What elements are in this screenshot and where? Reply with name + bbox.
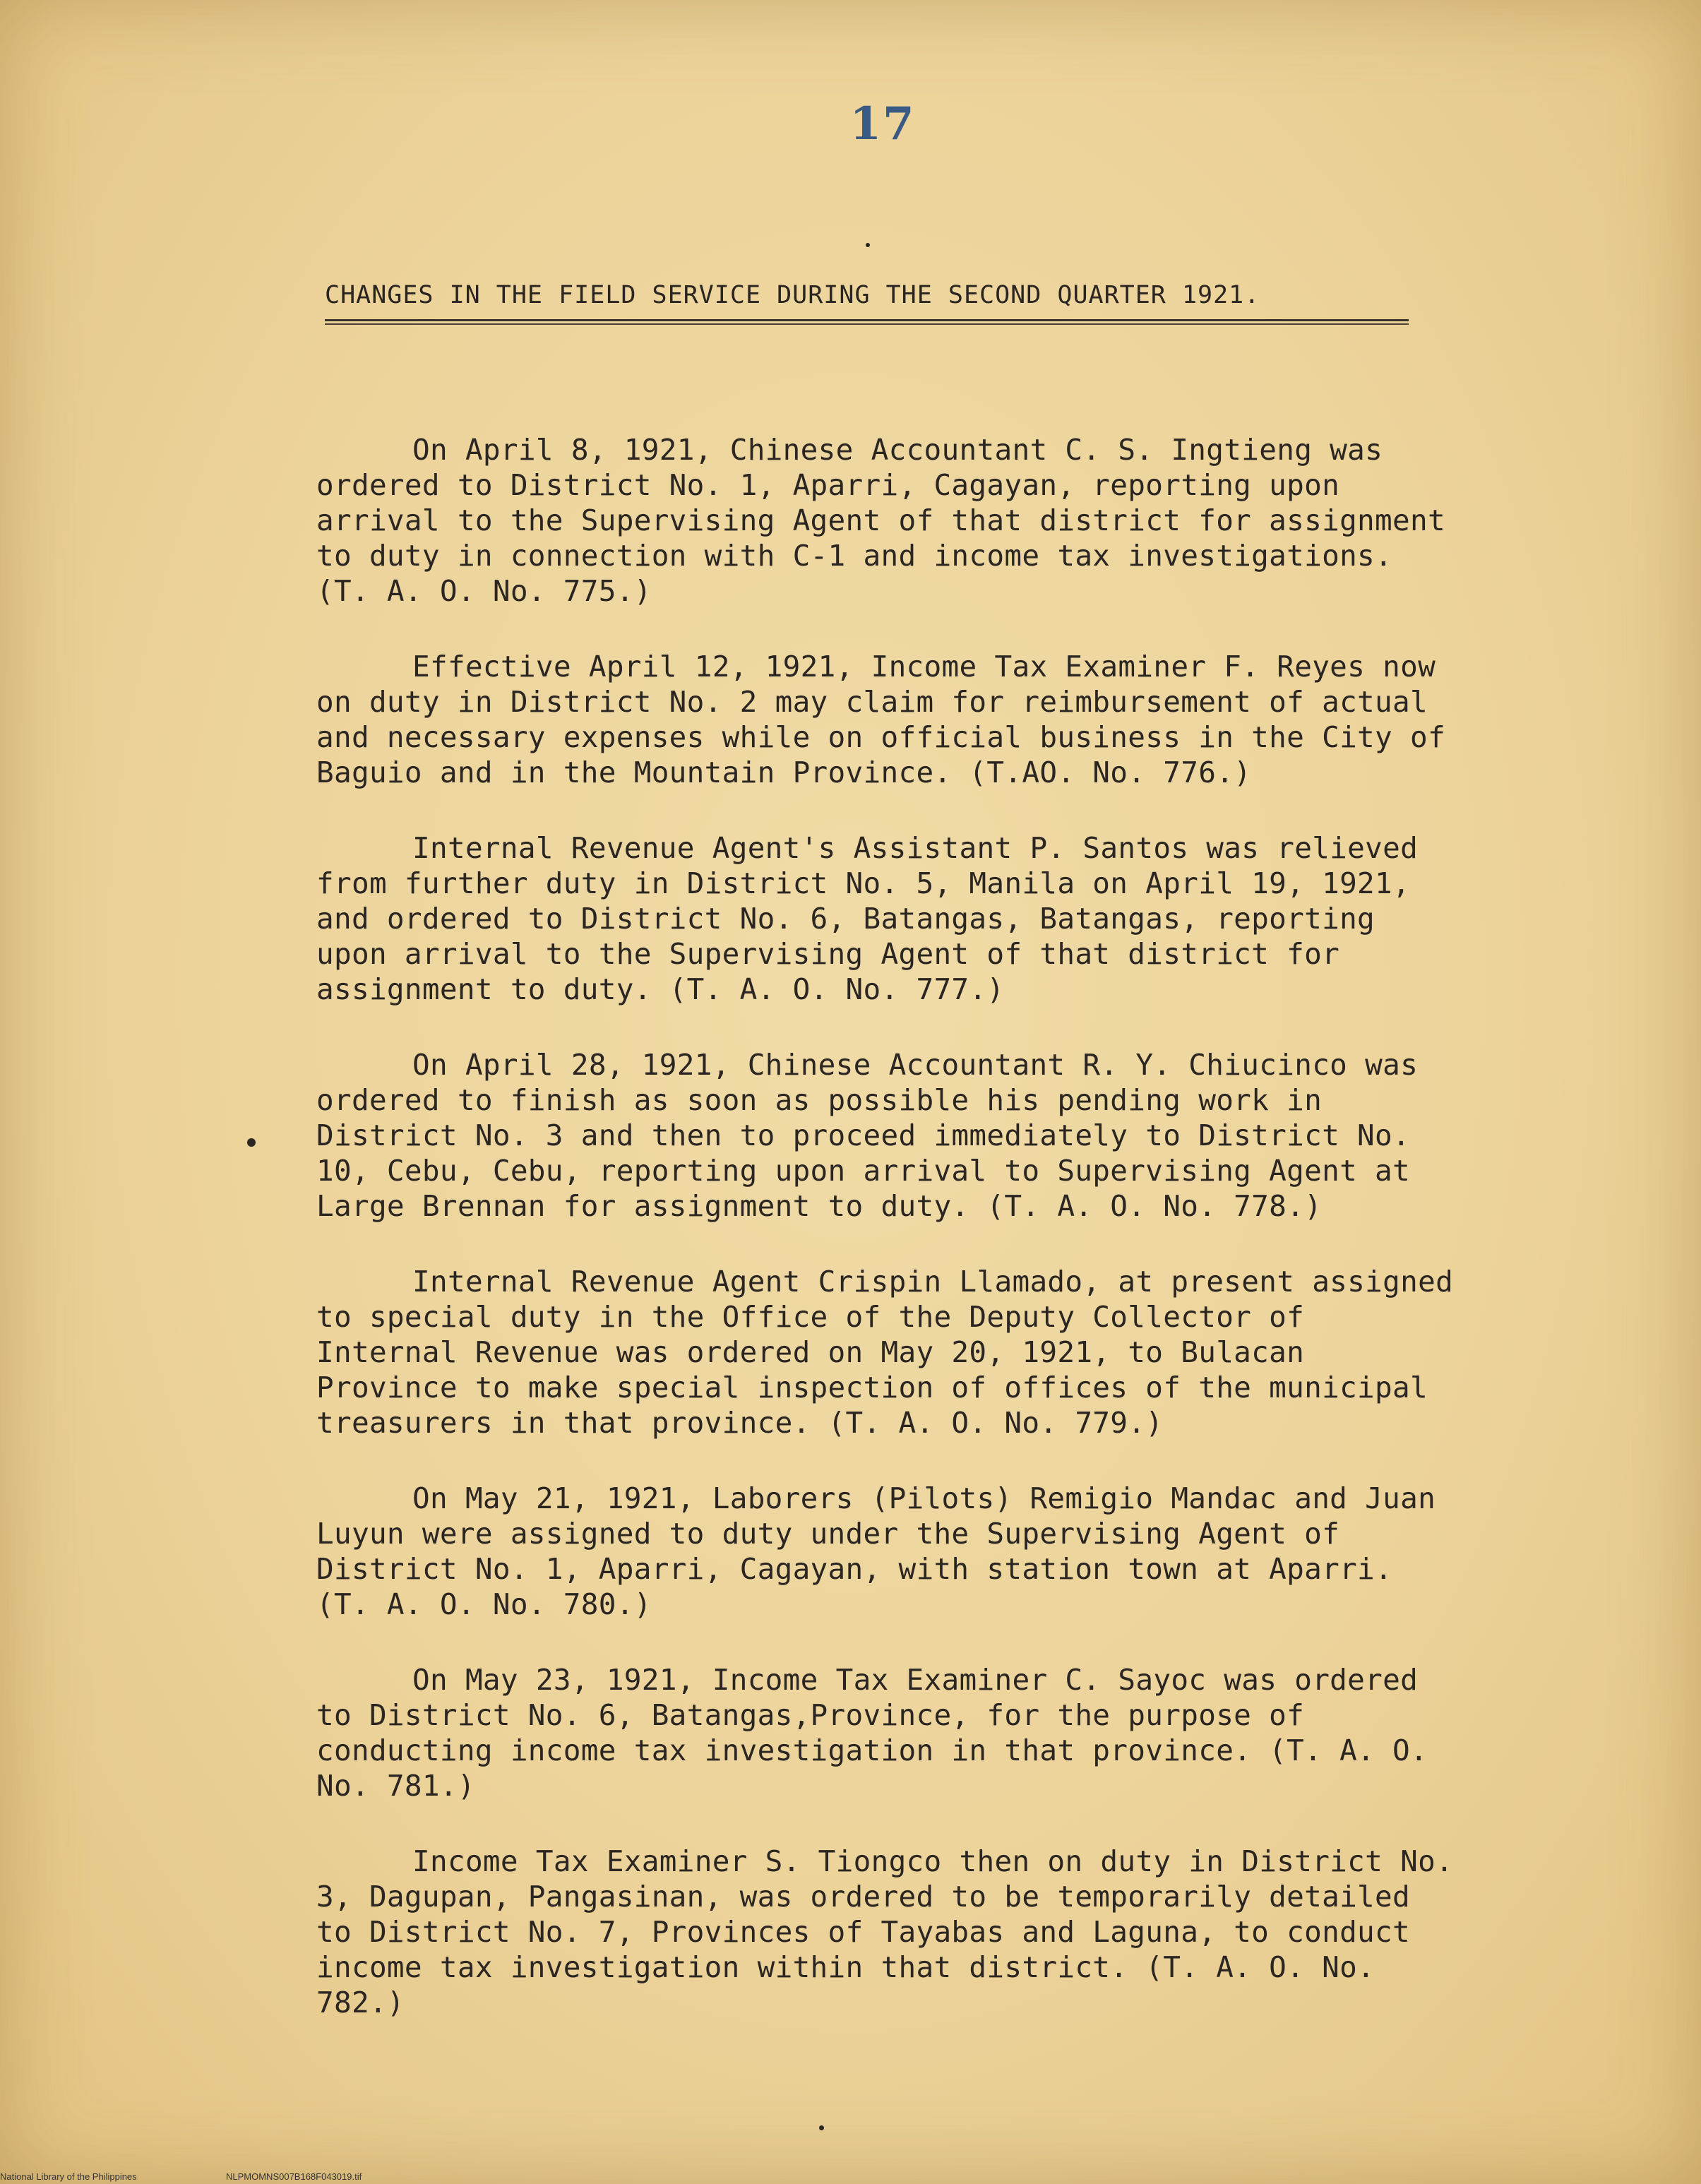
paragraph-tiongco: Income Tax Examiner S. Tiongco then on duty in District No. 3, Dagupan, Pangasinan, was ordered to be temporarily detailed to District No. 7, Provinces of Tayabas and Laguna, to conduct income tax investigation within that district. (T. A. O. No. 782.) [316, 1844, 1454, 2019]
paragraph-reyes: Effective April 12, 1921, Income Tax Examiner F. Reyes now on duty in District No. 2 may claim for reimbursement of actual and necessary expenses while on official business in the City of Baguio and in the Mountain Province. (T.AO. No. 776.) [316, 650, 1445, 789]
paragraph-chiucinco: On April 28, 1921, Chinese Accountant R. Y. Chiucinco was ordered to finish as soon as possible his pending work in District No. 3 and then to proceed immediately to District No. 10, Cebu, Cebu, reporting upon arrival to Supervising Agent at Large Brennan for assignment to duty. (T. A. O. No. 778.) [316, 1048, 1419, 1223]
ink-speck [866, 243, 870, 247]
page-number: 17 [849, 97, 916, 150]
document-body [316, 432, 1460, 2060]
ink-speck [247, 1138, 256, 1147]
page-title: CHANGES IN THE FIELD SERVICE DURING THE SECOND QUARTER 1921. [325, 281, 1260, 309]
ink-speck [819, 2125, 824, 2130]
paragraph-santos: Internal Revenue Agent's Assistant P. Santos was relieved from further duty in District No. 5, Manila on April 19, 1921, and ordered to District No. 6, Batangas, Batangas, reporting upon arrival to the Supervising Agent of that district for assignment to duty. (T. A. O. No. 777.) [316, 831, 1419, 1006]
paragraph-sayoc: On May 23, 1921, Income Tax Examiner C. Sayoc was ordered to District No. 6, Batangas,Province, for the purpose of conducting income tax investigation in that province. (T. A. O. No. 781.) [316, 1663, 1428, 1803]
title-underline [325, 319, 1409, 321]
paragraph-mandac-luyun: On May 21, 1921, Laborers (Pilots) Remigio Mandac and Juan Luyun were assigned to duty under the Supervising Agent of District No. 1, Aparri, Cagayan, with station town at Aparri. (T. A. O. No. 780.) [316, 1481, 1436, 1621]
title-underline-second [325, 323, 1409, 325]
paragraph-llamado: Internal Revenue Agent Crispin Llamado, at present assigned to special duty in the Office of the Deputy Collector of Internal Revenue was ordered on May 20, 1921, to Bulacan Province to make special inspection of offices of the municipal treasurers in that province. (T. A. O. No. 779.) [316, 1265, 1454, 1440]
footer-file-id: NLPMOMNS007B168F043019.tif [226, 2171, 362, 2182]
footer-library: National Library of the Philippines [0, 2171, 137, 2182]
paragraph-ingtieng: On April 8, 1921, Chinese Accountant C. S. Ingtieng was ordered to District No. 1, Aparri, Cagayan, reporting upon arrival to the Supervising Agent of that district for assignment to duty in connection with C-1 and income tax investigations. (T. A. O. No. 775.) [316, 433, 1445, 608]
